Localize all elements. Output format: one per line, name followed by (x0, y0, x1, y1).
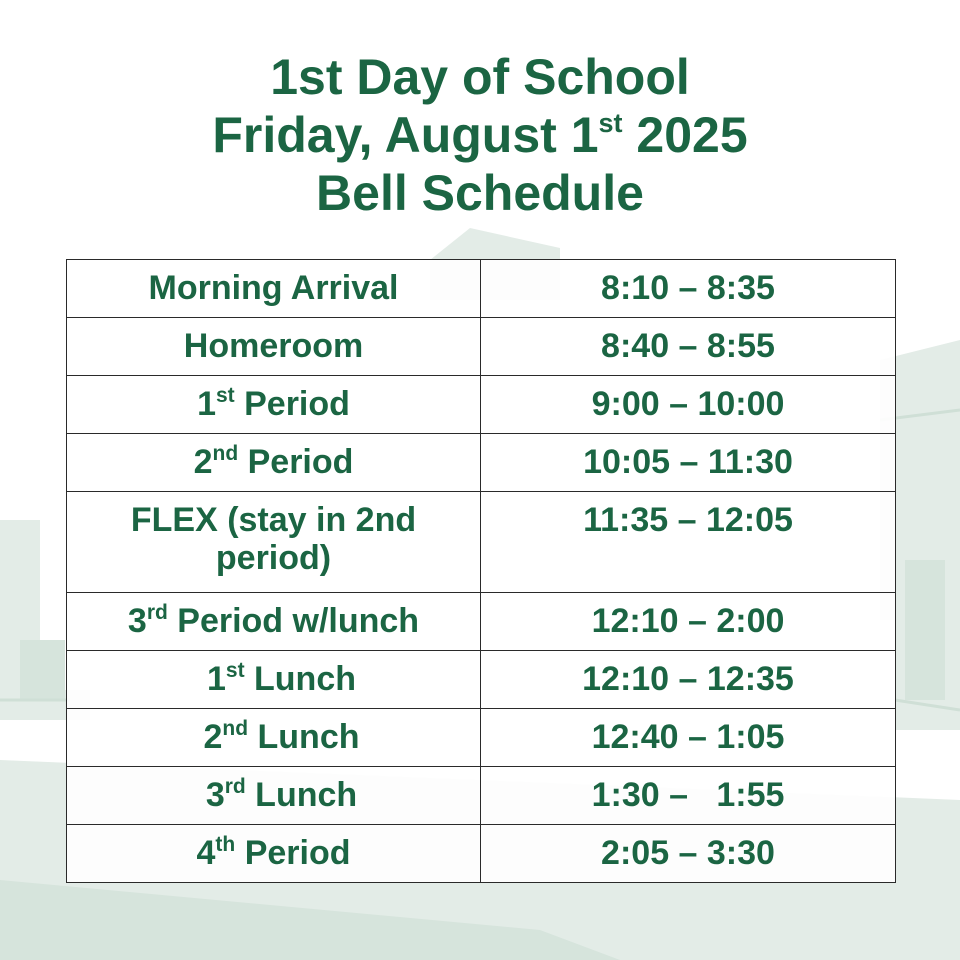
row-time: 11:35 – 12:05 (481, 492, 896, 593)
table-row (67, 318, 896, 376)
table-row (67, 767, 896, 825)
page-title (0, 48, 960, 222)
label-suffix: rd (224, 775, 246, 798)
row-label (67, 260, 481, 318)
row-label (67, 376, 481, 434)
table-row (67, 376, 896, 434)
label-num: 4 (196, 834, 216, 872)
row-label (67, 767, 481, 825)
row-label (67, 593, 481, 651)
row-time: 2:05 – 3:30 (481, 825, 896, 883)
row-label (67, 434, 481, 492)
row-label (67, 825, 481, 883)
label-text: Lunch (248, 718, 360, 756)
label-suffix: st (225, 659, 245, 682)
table-row (67, 651, 896, 709)
label-suffix: rd (146, 601, 168, 624)
label-text: Lunch (245, 776, 358, 814)
label-suffix: nd (212, 442, 239, 465)
label-text: Period (238, 443, 354, 481)
row-time: 8:40 – 8:55 (481, 318, 896, 376)
row-time: 8:10 – 8:35 (481, 260, 896, 318)
label-text: Period (234, 385, 350, 423)
title-date-suffix: st (598, 108, 623, 138)
row-label (67, 318, 481, 376)
label-num: 2 (193, 443, 213, 481)
label-suffix: th (215, 833, 236, 856)
row-time: 12:10 – 12:35 (481, 651, 896, 709)
label-num: 2 (203, 718, 223, 756)
row-label (67, 709, 481, 767)
table-row (67, 709, 896, 767)
title-line-2 (0, 106, 960, 164)
row-time: 1:30 – 1:55 (481, 767, 896, 825)
title-year: 2025 (622, 107, 748, 163)
table-row (67, 434, 896, 492)
title-line-1: 1st Day of School (270, 49, 690, 105)
row-time: 9:00 – 10:00 (481, 376, 896, 434)
row-time: 12:10 – 2:00 (481, 593, 896, 651)
row-time: 10:05 – 11:30 (481, 434, 896, 492)
label-text: Homeroom (183, 327, 364, 365)
title-date: Friday, August 1 (212, 107, 599, 163)
label-num: 1 (197, 385, 216, 423)
row-label (67, 492, 481, 593)
label-text: Lunch (244, 660, 357, 698)
label-num: 3 (127, 602, 147, 640)
table-row (67, 492, 896, 593)
label-suffix: nd (222, 717, 249, 740)
label-text: FLEX (stay in 2nd period) (130, 501, 417, 577)
row-time: 12:40 – 1:05 (481, 709, 896, 767)
label-text: Morning Arrival (148, 269, 399, 307)
label-num: 1 (206, 660, 226, 698)
table-row (67, 825, 896, 883)
bell-schedule-table (66, 259, 896, 883)
label-suffix: st (215, 384, 235, 407)
label-text: Period w/lunch (167, 602, 420, 640)
title-line-3: Bell Schedule (316, 165, 644, 221)
table-row (67, 260, 896, 318)
row-label (67, 651, 481, 709)
label-num: 3 (205, 776, 225, 814)
label-text: Period (235, 834, 351, 872)
table-row (67, 593, 896, 651)
